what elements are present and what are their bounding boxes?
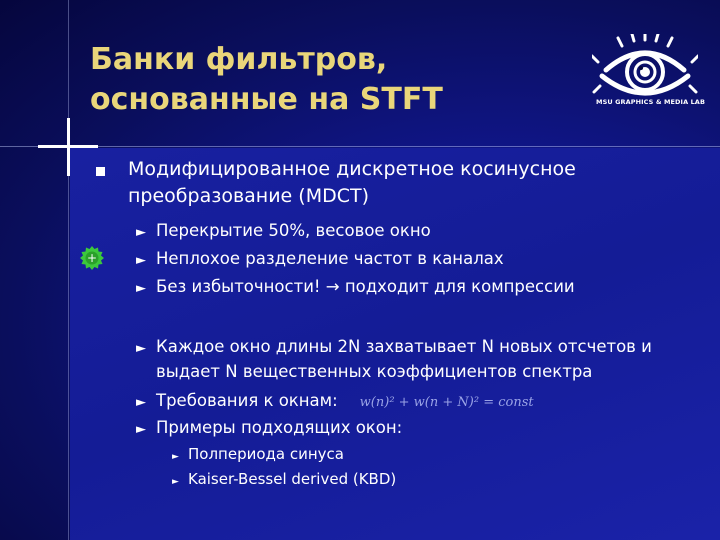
triangle-bullet-icon: ► (136, 253, 146, 268)
crosshair-vertical (67, 118, 70, 176)
example-item: ► Kaiser-Bessel derived (KBD) (172, 467, 572, 494)
vertical-guide-line (68, 0, 69, 540)
slide-title (90, 40, 570, 120)
triangle-bullet-icon: ► (136, 395, 146, 410)
square-bullet-icon (96, 167, 105, 176)
triangle-bullet-icon: ► (136, 422, 146, 437)
logo-text: MSU GRAPHICS & MEDIA LAB (596, 98, 705, 106)
window-formula: w(n)² + w(n + N)² = const (359, 395, 534, 410)
horizontal-guide-line (0, 146, 720, 147)
list-item-continuation: выдает N вещественных коэффициентов спектра (156, 362, 593, 381)
list-item: ► Без избыточности! → подходит для компрессии (136, 274, 706, 301)
list-item: ► Неплохое разделение частот в каналах (136, 246, 706, 273)
list-item: ► Требования к окнам: w(n)² + w(n + N)² = const (136, 388, 706, 415)
triangle-bullet-icon: ► (136, 281, 146, 296)
main-bullet-line-2: преобразование (MDCT) (128, 185, 370, 207)
small-triangle-bullet-icon: ► (172, 477, 179, 487)
plus-badge-icon (80, 246, 104, 270)
title-line-1: Банки фильтров, (90, 42, 388, 77)
triangle-bullet-icon: ► (136, 225, 146, 240)
example-item: ► Полпериода синуса (172, 442, 572, 469)
list-item: ► Каждое окно длины 2N захватывает N новых отсчетов и (136, 334, 706, 361)
main-bullet-line-1: Модифицированное дискретное косинусное (128, 158, 576, 180)
svg-text:+: + (86, 251, 98, 265)
list-item: ► Перекрытие 50%, весовое окно (136, 218, 706, 245)
title-line-2: основанные на STFT (90, 82, 443, 117)
list-item: ► Примеры подходящих окон: (136, 415, 706, 442)
triangle-bullet-icon: ► (136, 341, 146, 356)
small-triangle-bullet-icon: ► (172, 452, 179, 462)
main-bullet (128, 156, 688, 210)
